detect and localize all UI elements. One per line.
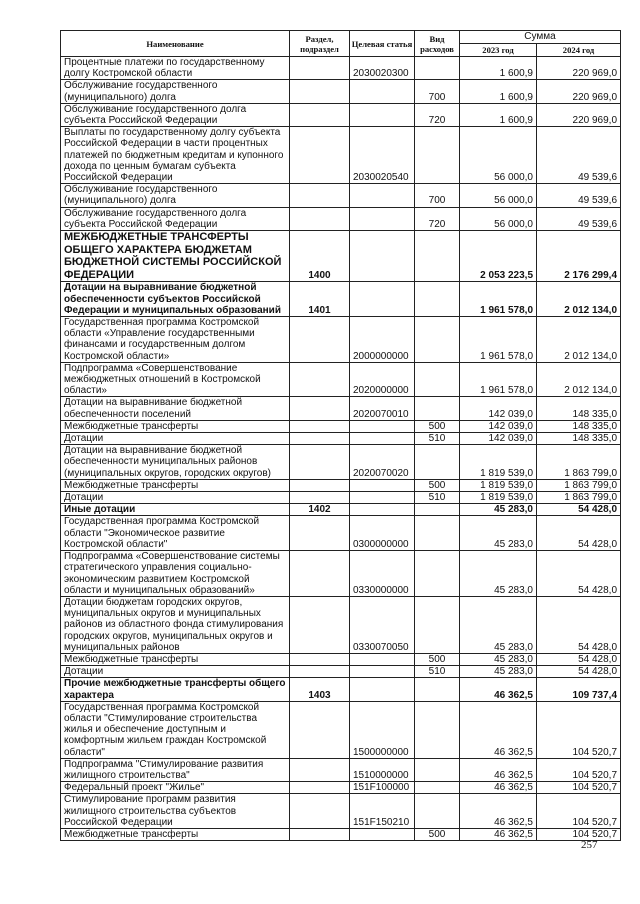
row-2023-cell: 46 362,5 (460, 828, 537, 840)
table-row (61, 678, 621, 701)
row-2024-cell: 2 012 134,0 (537, 317, 621, 363)
row-type-cell: 510 (415, 666, 460, 678)
row-article-cell (350, 653, 415, 665)
row-type-cell: 720 (415, 103, 460, 126)
row-article-cell (350, 80, 415, 103)
row-type-cell: 500 (415, 653, 460, 665)
table-row (61, 445, 621, 480)
row-section-cell: 1403 (290, 678, 350, 701)
row-article-cell (350, 207, 415, 230)
row-name-cell: Обслуживание государственного (муниципального) долга (61, 80, 290, 103)
row-article-cell (350, 433, 415, 445)
row-article-cell (350, 103, 415, 126)
row-2024-cell: 148 335,0 (537, 397, 621, 420)
row-2024-cell: 54 428,0 (537, 516, 621, 551)
row-name-cell: Стимулирование программ развития жилищного строительства субъектов Российской Федерации (61, 794, 290, 829)
row-name-cell: Выплаты по государственному долгу субъекта Российской Федерации в части процентных платежей по бюджетным кредитам и купонного дохода по ценным бумагам субъекта Российской Федерации (61, 127, 290, 184)
row-article-cell: 0330070050 (350, 596, 415, 653)
row-name-cell: Дотации на выравнивание бюджетной обеспеченности субъектов Российской Федерации и муниципальных образований (61, 282, 290, 317)
row-2023-cell: 45 283,0 (460, 596, 537, 653)
row-2024-cell: 54 428,0 (537, 504, 621, 516)
row-2023-cell: 46 362,5 (460, 794, 537, 829)
row-2023-cell: 45 283,0 (460, 551, 537, 597)
table-row (61, 184, 621, 207)
row-2024-cell: 2 176 299,4 (537, 231, 621, 282)
row-2024-cell: 2 012 134,0 (537, 282, 621, 317)
row-article-cell (350, 184, 415, 207)
row-article-cell (350, 666, 415, 678)
row-2024-cell: 148 335,0 (537, 420, 621, 432)
table-row (61, 127, 621, 184)
row-2023-cell: 56 000,0 (460, 127, 537, 184)
table-row (61, 362, 621, 397)
row-2023-cell: 56 000,0 (460, 207, 537, 230)
row-section-cell (290, 433, 350, 445)
row-2023-cell: 142 039,0 (460, 420, 537, 432)
row-2024-cell: 220 969,0 (537, 80, 621, 103)
row-article-cell (350, 479, 415, 491)
row-2023-cell: 2 053 223,5 (460, 231, 537, 282)
table-row (61, 782, 621, 794)
row-name-cell: Дотации (61, 666, 290, 678)
row-2023-cell: 1 600,9 (460, 57, 537, 80)
row-2024-cell: 49 539,6 (537, 207, 621, 230)
row-type-cell (415, 445, 460, 480)
row-2023-cell: 1 600,9 (460, 103, 537, 126)
table-row (61, 231, 621, 282)
row-name-cell: Межбюджетные трансферты (61, 479, 290, 491)
row-name-cell: Межбюджетные трансферты (61, 420, 290, 432)
row-section-cell (290, 551, 350, 597)
row-article-cell (350, 231, 415, 282)
row-2023-cell: 45 283,0 (460, 516, 537, 551)
table-row (61, 317, 621, 363)
header-section: Раздел, подраздел (290, 31, 350, 57)
table-row (61, 516, 621, 551)
row-2024-cell: 54 428,0 (537, 653, 621, 665)
row-type-cell: 700 (415, 80, 460, 103)
row-type-cell (415, 362, 460, 397)
row-section-cell (290, 492, 350, 504)
table-row (61, 504, 621, 516)
row-name-cell: Прочие межбюджетные трансферты общего характера (61, 678, 290, 701)
row-2023-cell: 1 819 539,0 (460, 445, 537, 480)
table-row (61, 653, 621, 665)
row-type-cell: 500 (415, 828, 460, 840)
row-2024-cell: 109 737,4 (537, 678, 621, 701)
row-article-cell (350, 492, 415, 504)
row-type-cell (415, 57, 460, 80)
table-row (61, 596, 621, 653)
row-name-cell: Государственная программа Костромской области "Стимулирование строительства жилья и обеспечение доступным и комфортным жильем граждан Костромской области" (61, 701, 290, 758)
row-name-cell: Межбюджетные трансферты (61, 653, 290, 665)
row-2023-cell: 46 362,5 (460, 782, 537, 794)
row-section-cell (290, 420, 350, 432)
row-article-cell: 2020070020 (350, 445, 415, 480)
header-name: Наименование (61, 31, 290, 57)
row-2023-cell: 45 283,0 (460, 504, 537, 516)
row-name-cell: Межбюджетные трансферты (61, 828, 290, 840)
row-2024-cell: 1 863 799,0 (537, 479, 621, 491)
table-row (61, 828, 621, 840)
row-name-cell: Обслуживание государственного долга субъекта Российской Федерации (61, 207, 290, 230)
header-year-2024: 2024 год (537, 44, 621, 57)
row-name-cell: Дотации на выравнивание бюджетной обеспеченности муниципальных районов (муниципальных округов, городских округов) (61, 445, 290, 480)
row-article-cell: 2030020300 (350, 57, 415, 80)
row-2023-cell: 142 039,0 (460, 397, 537, 420)
row-section-cell (290, 207, 350, 230)
row-type-cell (415, 317, 460, 363)
row-type-cell (415, 596, 460, 653)
row-type-cell: 500 (415, 479, 460, 491)
row-section-cell (290, 758, 350, 781)
row-name-cell: МЕЖБЮДЖЕТНЫЕ ТРАНСФЕРТЫ ОБЩЕГО ХАРАКТЕРА БЮДЖЕТАМ БЮДЖЕТНОЙ СИСТЕМЫ РОССИЙСКОЙ ФЕДЕРАЦИИ (61, 231, 290, 282)
row-name-cell: Дотации на выравнивание бюджетной обеспеченности поселений (61, 397, 290, 420)
row-section-cell (290, 80, 350, 103)
row-section-cell (290, 362, 350, 397)
row-article-cell (350, 678, 415, 701)
row-2023-cell: 142 039,0 (460, 433, 537, 445)
row-2024-cell: 54 428,0 (537, 596, 621, 653)
table-row (61, 551, 621, 597)
row-2023-cell: 45 283,0 (460, 653, 537, 665)
row-section-cell (290, 57, 350, 80)
row-2024-cell: 104 520,7 (537, 794, 621, 829)
row-type-cell (415, 678, 460, 701)
row-type-cell (415, 127, 460, 184)
row-section-cell (290, 782, 350, 794)
row-section-cell (290, 666, 350, 678)
row-section-cell (290, 516, 350, 551)
row-name-cell: Государственная программа Костромской области "Экономическое развитие Костромской области" (61, 516, 290, 551)
row-type-cell: 700 (415, 184, 460, 207)
row-type-cell: 510 (415, 492, 460, 504)
row-article-cell: 2030020540 (350, 127, 415, 184)
table-row (61, 420, 621, 432)
row-section-cell (290, 701, 350, 758)
row-name-cell: Подпрограмма «Совершенствование системы стратегического управления социально-экономическим развитием Костромской области и муниципальных образований» (61, 551, 290, 597)
row-2023-cell: 46 362,5 (460, 701, 537, 758)
row-section-cell (290, 184, 350, 207)
row-name-cell: Государственная программа Костромской области «Управление государственными финансами и государственным долгом Костромской области» (61, 317, 290, 363)
row-name-cell: Процентные платежи по государственному долгу Костромской области (61, 57, 290, 80)
row-2024-cell: 2 012 134,0 (537, 362, 621, 397)
row-2024-cell: 104 520,7 (537, 758, 621, 781)
row-section-cell (290, 828, 350, 840)
row-article-cell (350, 828, 415, 840)
row-type-cell: 500 (415, 420, 460, 432)
budget-table (60, 30, 621, 841)
row-section-cell (290, 653, 350, 665)
row-article-cell: 151F100000 (350, 782, 415, 794)
row-type-cell (415, 758, 460, 781)
table-row (61, 433, 621, 445)
row-article-cell: 0330000000 (350, 551, 415, 597)
row-name-cell: Подпрограмма "Стимулирование развития жилищного строительства" (61, 758, 290, 781)
row-section-cell (290, 794, 350, 829)
row-type-cell (415, 397, 460, 420)
table-body (61, 57, 621, 841)
row-article-cell (350, 420, 415, 432)
row-type-cell: 510 (415, 433, 460, 445)
header-type: Вид расходов (415, 31, 460, 57)
row-article-cell: 0300000000 (350, 516, 415, 551)
row-type-cell (415, 516, 460, 551)
row-2023-cell: 46 362,5 (460, 678, 537, 701)
row-section-cell (290, 397, 350, 420)
table-row (61, 282, 621, 317)
row-type-cell (415, 282, 460, 317)
header-article: Целевая статья (350, 31, 415, 57)
row-article-cell: 1500000000 (350, 701, 415, 758)
table-row (61, 57, 621, 80)
row-section-cell (290, 479, 350, 491)
table-row (61, 701, 621, 758)
table-row (61, 479, 621, 491)
row-2024-cell: 49 539,6 (537, 127, 621, 184)
row-2024-cell: 104 520,7 (537, 828, 621, 840)
row-section-cell (290, 317, 350, 363)
header-sum: Сумма (460, 31, 621, 44)
table-row (61, 80, 621, 103)
row-section-cell (290, 596, 350, 653)
row-2024-cell: 104 520,7 (537, 782, 621, 794)
row-type-cell (415, 504, 460, 516)
row-2024-cell: 220 969,0 (537, 103, 621, 126)
row-type-cell: 720 (415, 207, 460, 230)
row-2023-cell: 1 961 578,0 (460, 317, 537, 363)
row-2023-cell: 1 819 539,0 (460, 479, 537, 491)
row-type-cell (415, 794, 460, 829)
row-section-cell: 1400 (290, 231, 350, 282)
table-row (61, 794, 621, 829)
row-type-cell (415, 231, 460, 282)
row-article-cell (350, 282, 415, 317)
table-row (61, 492, 621, 504)
row-section-cell: 1402 (290, 504, 350, 516)
table-row (61, 207, 621, 230)
table-row (61, 758, 621, 781)
table-row (61, 103, 621, 126)
row-2023-cell: 1 819 539,0 (460, 492, 537, 504)
row-2024-cell: 220 969,0 (537, 57, 621, 80)
row-2023-cell: 1 961 578,0 (460, 282, 537, 317)
row-name-cell: Подпрограмма «Совершенствование межбюджетных отношений в Костромской области» (61, 362, 290, 397)
row-name-cell: Федеральный проект "Жилье" (61, 782, 290, 794)
row-2024-cell: 1 863 799,0 (537, 445, 621, 480)
row-name-cell: Обслуживание государственного (муниципального) долга (61, 184, 290, 207)
row-name-cell: Дотации (61, 433, 290, 445)
row-section-cell (290, 127, 350, 184)
row-section-cell: 1401 (290, 282, 350, 317)
row-name-cell: Обслуживание государственного долга субъекта Российской Федерации (61, 103, 290, 126)
row-type-cell (415, 782, 460, 794)
row-name-cell: Дотации бюджетам городских округов, муниципальных округов и муниципальных районов из областного фонда стимулирования городских округов, муниципальных округов и муниципальных районов (61, 596, 290, 653)
page-number: 257 (581, 839, 598, 851)
row-article-cell: 1510000000 (350, 758, 415, 781)
row-type-cell (415, 551, 460, 597)
row-name-cell: Дотации (61, 492, 290, 504)
row-2024-cell: 104 520,7 (537, 701, 621, 758)
row-article-cell: 2020000000 (350, 362, 415, 397)
row-2024-cell: 54 428,0 (537, 551, 621, 597)
row-2023-cell: 46 362,5 (460, 758, 537, 781)
header-year-2023: 2023 год (460, 44, 537, 57)
row-2023-cell: 56 000,0 (460, 184, 537, 207)
table-row (61, 397, 621, 420)
row-article-cell: 2020070010 (350, 397, 415, 420)
row-2024-cell: 148 335,0 (537, 433, 621, 445)
row-article-cell: 151F150210 (350, 794, 415, 829)
row-article-cell (350, 504, 415, 516)
row-2023-cell: 1 600,9 (460, 80, 537, 103)
row-2024-cell: 54 428,0 (537, 666, 621, 678)
row-2024-cell: 49 539,6 (537, 184, 621, 207)
row-type-cell (415, 701, 460, 758)
row-2023-cell: 45 283,0 (460, 666, 537, 678)
row-section-cell (290, 445, 350, 480)
row-2024-cell: 1 863 799,0 (537, 492, 621, 504)
row-name-cell: Иные дотации (61, 504, 290, 516)
table-row (61, 666, 621, 678)
budget-table-container (60, 30, 620, 841)
row-section-cell (290, 103, 350, 126)
row-2023-cell: 1 961 578,0 (460, 362, 537, 397)
row-article-cell: 2000000000 (350, 317, 415, 363)
